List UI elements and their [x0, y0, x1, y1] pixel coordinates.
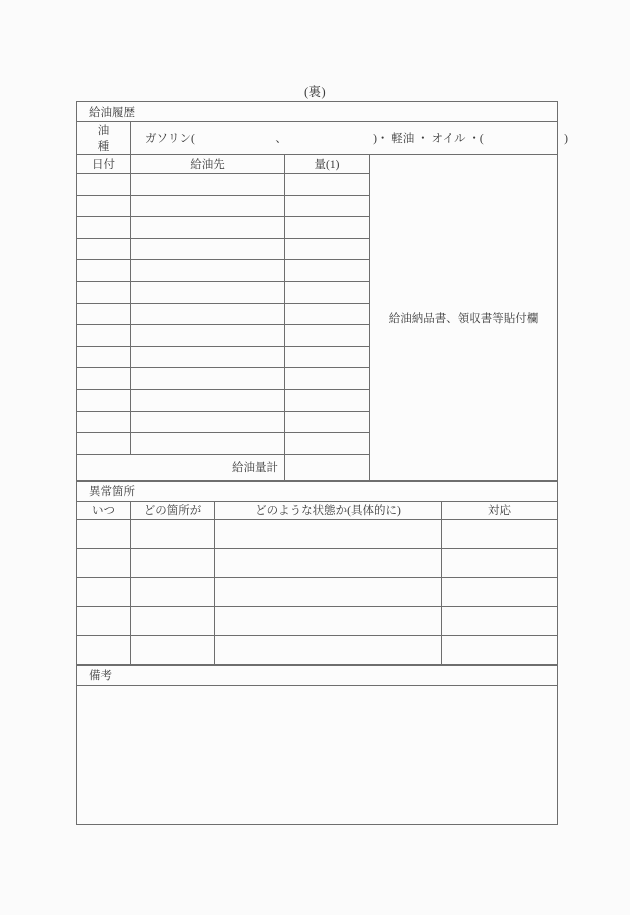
cell-station[interactable] [131, 238, 285, 260]
cell-amount[interactable] [285, 303, 370, 325]
cell-response[interactable] [442, 635, 558, 664]
receipt-attachment-panel[interactable] [370, 155, 558, 481]
remarks-section-header-row [77, 665, 558, 685]
page-title: (裏) [303, 85, 327, 99]
remarks-section-title: 備考 [77, 665, 558, 685]
remarks-body-row [77, 685, 558, 824]
cell-where[interactable] [131, 635, 215, 664]
cell-date[interactable] [77, 281, 131, 303]
cell-amount[interactable] [285, 238, 370, 260]
cell-condition[interactable] [215, 635, 442, 664]
cell-date[interactable] [77, 389, 131, 411]
cell-station[interactable] [131, 303, 285, 325]
cell-response[interactable] [442, 606, 558, 635]
column-header-date: 日付 [77, 155, 131, 174]
column-header-response: 対応 [442, 501, 558, 519]
cell-amount[interactable] [285, 389, 370, 411]
oil-type-value[interactable]: ガソリン( 、 )・ 軽油 ・ オイル ・( ) [131, 122, 558, 155]
abnormalities-table [76, 481, 558, 665]
cell-amount[interactable] [285, 217, 370, 239]
oil-type-row [77, 122, 558, 155]
cell-when[interactable] [77, 519, 131, 548]
cell-station[interactable] [131, 174, 285, 196]
cell-condition[interactable] [215, 577, 442, 606]
cell-date[interactable] [77, 195, 131, 217]
table-row [77, 606, 558, 635]
column-header-when: いつ [77, 501, 131, 519]
column-header-condition: どのような状態か(具体的に) [215, 501, 442, 519]
cell-date[interactable] [77, 238, 131, 260]
cell-date[interactable] [77, 303, 131, 325]
oil-type-label: 油 種 [77, 122, 131, 155]
cell-station[interactable] [131, 217, 285, 239]
cell-amount[interactable] [285, 260, 370, 282]
cell-date[interactable] [77, 174, 131, 196]
abnormalities-section-header-row [77, 481, 558, 501]
cell-response[interactable] [442, 519, 558, 548]
cell-response[interactable] [442, 577, 558, 606]
remarks-content[interactable] [77, 685, 558, 824]
cell-where[interactable] [131, 577, 215, 606]
cell-amount[interactable] [285, 433, 370, 455]
cell-date[interactable] [77, 346, 131, 368]
table-row [77, 635, 558, 664]
column-header-amount: 量(1) [285, 155, 370, 174]
cell-condition[interactable] [215, 519, 442, 548]
cell-station[interactable] [131, 433, 285, 455]
cell-condition[interactable] [215, 606, 442, 635]
cell-amount[interactable] [285, 195, 370, 217]
cell-when[interactable] [77, 577, 131, 606]
cell-when[interactable] [77, 606, 131, 635]
fuel-total-label: 給油量計 [77, 454, 285, 480]
cell-amount[interactable] [285, 411, 370, 433]
cell-station[interactable] [131, 325, 285, 347]
cell-station[interactable] [131, 195, 285, 217]
cell-date[interactable] [77, 260, 131, 282]
remarks-table [76, 665, 558, 825]
cell-date[interactable] [77, 325, 131, 347]
cell-amount[interactable] [285, 325, 370, 347]
table-row [77, 548, 558, 577]
fuel-history-section-header-row [77, 102, 558, 122]
fuel-history-header-row [77, 155, 558, 174]
column-header-station: 給油先 [131, 155, 285, 174]
cell-station[interactable] [131, 368, 285, 390]
cell-amount[interactable] [285, 368, 370, 390]
abnormalities-section-title: 異常箇所 [77, 481, 558, 501]
abnormalities-header-row [77, 501, 558, 519]
cell-station[interactable] [131, 411, 285, 433]
cell-when[interactable] [77, 635, 131, 664]
cell-station[interactable] [131, 281, 285, 303]
cell-station[interactable] [131, 260, 285, 282]
cell-where[interactable] [131, 548, 215, 577]
fuel-total-value[interactable] [285, 454, 370, 480]
table-row [77, 519, 558, 548]
cell-station[interactable] [131, 346, 285, 368]
cell-station[interactable] [131, 389, 285, 411]
cell-date[interactable] [77, 411, 131, 433]
form-container [76, 101, 568, 825]
cell-amount[interactable] [285, 346, 370, 368]
cell-amount[interactable] [285, 174, 370, 196]
cell-response[interactable] [442, 548, 558, 577]
fuel-history-table [76, 101, 568, 481]
cell-date[interactable] [77, 217, 131, 239]
cell-condition[interactable] [215, 548, 442, 577]
receipt-attachment-label: 給油納品書、領収書等貼付欄 [388, 313, 539, 326]
table-row [77, 577, 558, 606]
column-header-where: どの箇所が [131, 501, 215, 519]
cell-where[interactable] [131, 606, 215, 635]
cell-where[interactable] [131, 519, 215, 548]
cell-amount[interactable] [285, 281, 370, 303]
cell-when[interactable] [77, 548, 131, 577]
cell-date[interactable] [77, 368, 131, 390]
cell-date[interactable] [77, 433, 131, 455]
fuel-history-section-title: 給油履歴 [77, 102, 558, 122]
